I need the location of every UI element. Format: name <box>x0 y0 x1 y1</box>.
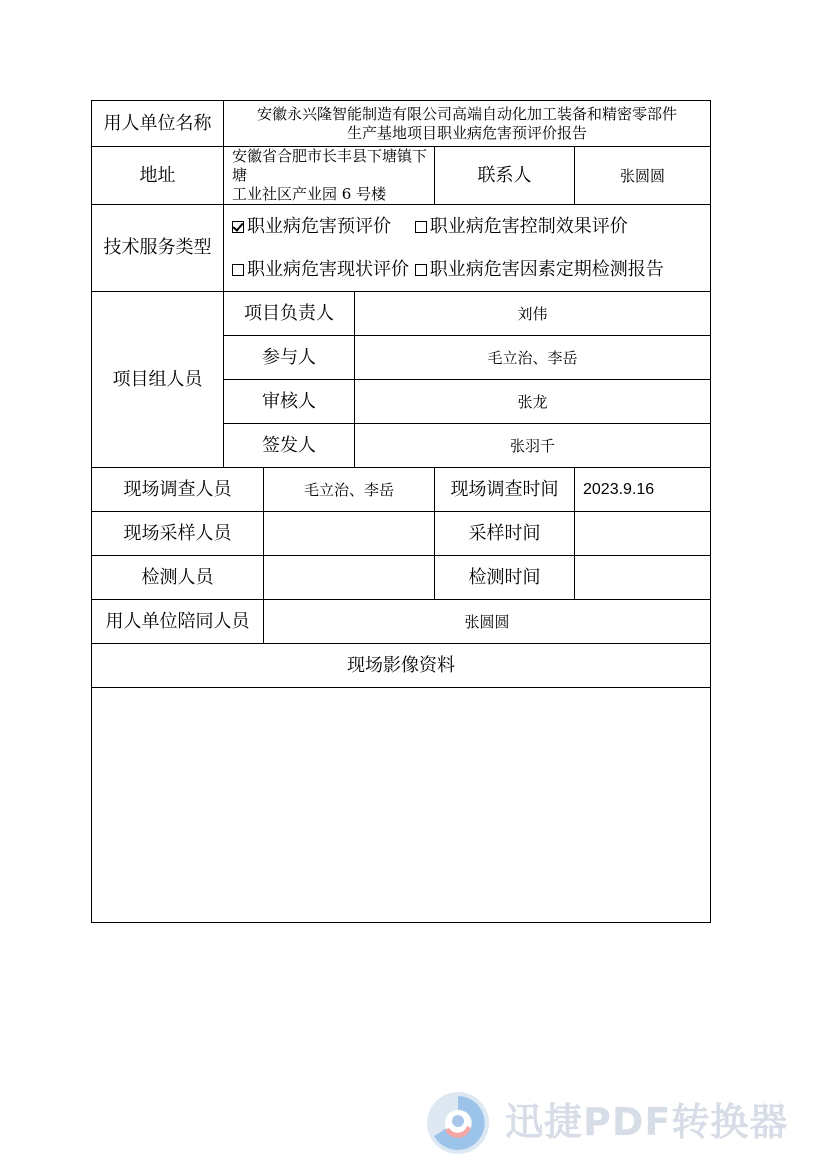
option-control-effect-evaluation[interactable] <box>415 205 628 248</box>
employer-unit-value <box>224 101 711 147</box>
option-label: 职业病危害控制效果评价 <box>429 216 628 237</box>
media-header-row <box>92 644 711 688</box>
escort-value: 张圆圆 <box>264 600 711 644</box>
address-value-line2: 工业社区产业园 6 号楼 <box>232 185 387 203</box>
contact-label: 联系人 <box>435 147 575 205</box>
checkbox-icon[interactable] <box>232 264 244 276</box>
survey-time-value: 2023.9.16 <box>575 468 711 512</box>
option-label: 职业病危害因素定期检测报告 <box>429 259 664 280</box>
project-team-label: 项目组人员 <box>92 292 224 468</box>
service-type-label: 技术服务类型 <box>92 205 224 292</box>
watermark-text: 迅捷PDF转换器 <box>505 1100 789 1144</box>
team-name: 毛立治、李岳 <box>355 336 711 380</box>
team-row <box>92 292 711 336</box>
survey-staff-value: 毛立治、李岳 <box>264 468 435 512</box>
team-name: 张龙 <box>355 380 711 424</box>
media-content-row <box>92 688 711 923</box>
escort-label: 用人单位陪同人员 <box>92 600 264 644</box>
sampling-staff-label: 现场采样人员 <box>92 512 264 556</box>
service-type-line2 <box>232 248 706 291</box>
checkbox-icon[interactable] <box>415 264 427 276</box>
team-role: 签发人 <box>224 424 355 468</box>
employer-unit-value-line2: 生产基地项目职业病危害预评价报告 <box>347 123 588 142</box>
service-type-options <box>224 205 711 292</box>
sampling-time-value <box>575 512 711 556</box>
employer-unit-label: 用人单位名称 <box>92 101 224 147</box>
team-role: 项目负责人 <box>224 292 355 336</box>
contact-value: 张圆圆 <box>575 147 711 205</box>
testing-row <box>92 556 711 600</box>
option-pre-evaluation[interactable] <box>232 205 391 248</box>
survey-row <box>92 468 711 512</box>
service-type-row <box>92 205 711 292</box>
sampling-row <box>92 512 711 556</box>
sampling-time-label: 采样时间 <box>435 512 575 556</box>
employer-unit-row <box>92 101 711 147</box>
survey-time-label: 现场调查时间 <box>435 468 575 512</box>
option-label: 职业病危害预评价 <box>247 216 391 237</box>
escort-row <box>92 600 711 644</box>
checkbox-icon[interactable] <box>415 221 427 233</box>
watermark <box>425 1088 810 1158</box>
sampling-staff-value <box>264 512 435 556</box>
service-type-line1 <box>232 205 706 248</box>
address-value-line1: 安徽省合肥市长丰县下塘镇下塘 <box>232 147 428 184</box>
employer-unit-value-line1: 安徽永兴隆智能制造有限公司高端自动化加工装备和精密零部件 <box>257 104 678 123</box>
team-role: 参与人 <box>224 336 355 380</box>
option-status-evaluation[interactable] <box>232 248 409 291</box>
address-row <box>92 147 711 205</box>
record-form-table <box>91 100 711 923</box>
testing-staff-value <box>264 556 435 600</box>
address-value <box>224 147 435 205</box>
team-name: 张羽千 <box>355 424 711 468</box>
testing-staff-label: 检测人员 <box>92 556 264 600</box>
media-content-area <box>92 688 711 923</box>
option-periodic-testing-report[interactable] <box>415 248 664 291</box>
media-label: 现场影像资料 <box>92 644 711 688</box>
option-label: 职业病危害现状评价 <box>247 259 409 280</box>
testing-time-value <box>575 556 711 600</box>
testing-time-label: 检测时间 <box>435 556 575 600</box>
team-name: 刘伟 <box>355 292 711 336</box>
address-label: 地址 <box>92 147 224 205</box>
xunjie-pdf-logo-icon <box>425 1090 491 1156</box>
survey-staff-label: 现场调查人员 <box>92 468 264 512</box>
team-role: 审核人 <box>224 380 355 424</box>
checked-checkbox-icon[interactable] <box>232 221 244 233</box>
